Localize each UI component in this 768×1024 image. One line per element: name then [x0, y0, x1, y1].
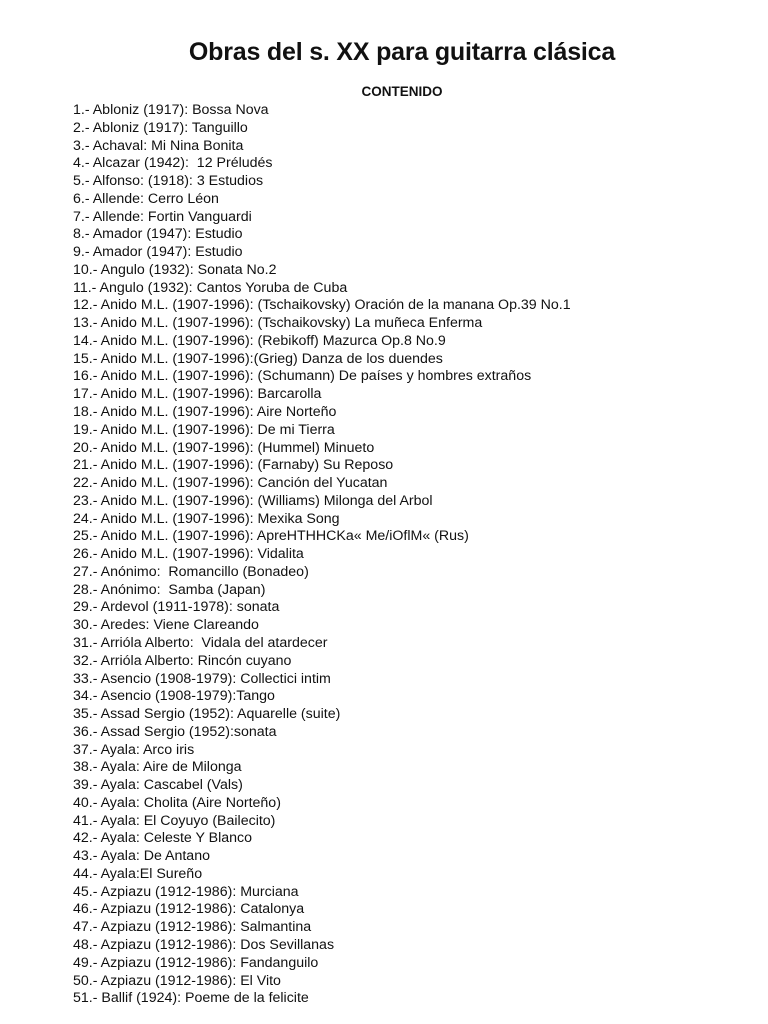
- contents-entry: 40.- Ayala: Cholita (Aire Norteño): [73, 794, 281, 811]
- contents-entry: 46.- Azpiazu (1912-1986): Catalonya: [73, 901, 305, 918]
- contents-entry: 26.- Anido M.L. (1907-1996): Vidalita: [73, 546, 304, 563]
- contents-entry: 41.- Ayala: El Coyuyo (Bailecito): [73, 812, 276, 829]
- contents-entry: 35.- Assad Sergio (1952): Aquarelle (suite): [73, 706, 341, 723]
- contents-entry: 20.- Anido M.L. (1907-1996): (Hummel) Minueto: [73, 439, 375, 456]
- contents-entry: 18.- Anido M.L. (1907-1996): Aire Norteño: [73, 404, 337, 421]
- contents-entry: 21.- Anido M.L. (1907-1996): (Farnaby) Su Reposo: [73, 457, 394, 474]
- contents-entry: 27.- Anónimo: Romancillo (Bonadeo): [73, 563, 309, 580]
- document-title: Obras del s. XX para guitarra clásica: [188, 38, 616, 66]
- contents-entry: 7.- Allende: Fortin Vanguardi: [73, 208, 252, 225]
- contents-entry: 48.- Azpiazu (1912-1986): Dos Sevillanas: [73, 936, 335, 953]
- contents-entry: 42.- Ayala: Celeste Y Blanco: [73, 830, 253, 847]
- contents-entry: 2.- Abloniz (1917): Tanguillo: [73, 119, 248, 136]
- contents-entry: 31.- Arrióla Alberto: Vidala del atardecer: [73, 634, 328, 651]
- contents-entry: 19.- Anido M.L. (1907-1996): De mi Tierra: [73, 421, 335, 438]
- contents-entry: 50.- Azpiazu (1912-1986): El Vito: [73, 972, 281, 989]
- contents-entry: 1.- Abloniz (1917): Bossa Nova: [73, 102, 269, 118]
- contents-entry: 5.- Alfonso: (1918): 3 Estudios: [73, 173, 264, 190]
- contents-entry: 8.- Amador (1947): Estudio: [73, 226, 243, 243]
- contents-entry: 22.- Anido M.L. (1907-1996): Canción del Yucatan: [73, 475, 388, 492]
- contents-entry: 9.- Amador (1947): Estudio: [73, 244, 243, 261]
- contents-entry: 4.- Alcazar (1942): 12 Préludés: [73, 155, 273, 172]
- contents-entry: 10.- Angulo (1932): Sonata No.2: [73, 261, 277, 278]
- contents-entry: 25.- Anido M.L. (1907-1996): ApreHTHHCKa« Me/iOflM« (Rus): [73, 528, 469, 545]
- contents-entry: 24.- Anido M.L. (1907-1996): Mexika Song: [73, 510, 340, 527]
- contents-entry: 14.- Anido M.L. (1907-1996): (Rebikoff) Mazurca Op.8 No.9: [73, 332, 446, 349]
- contents-entry: 49.- Azpiazu (1912-1986): Fandanguilo: [73, 954, 319, 971]
- contents-entry: 44.- Ayala:El Sureño: [73, 865, 203, 882]
- contents-entry: 37.- Ayala: Arco iris: [73, 741, 195, 758]
- contents-entry: 47.- Azpiazu (1912-1986): Salmantina: [73, 919, 312, 936]
- contents-entry: 3.- Achaval: Mi Nina Bonita: [73, 137, 244, 154]
- contents-entry: 45.- Azpiazu (1912-1986): Murciana: [73, 883, 299, 900]
- contents-entry: 12.- Anido M.L. (1907-1996): (Tschaikovsky) Oración de la manana Op.39 No.1: [73, 297, 571, 314]
- contents-entry: 34.- Asencio (1908-1979):Tango: [73, 688, 275, 705]
- contents-entry: 29.- Ardevol (1911-1978): sonata: [73, 599, 280, 616]
- contents-entry: 13.- Anido M.L. (1907-1996): (Tschaikovsky) La muñeca Enferma: [73, 315, 483, 332]
- contents-entry: 16.- Anido M.L. (1907-1996): (Schumann) De países y hombres extraños: [73, 368, 532, 385]
- contents-entry: 17.- Anido M.L. (1907-1996): Barcarolla: [73, 386, 322, 403]
- contents-entry: 23.- Anido M.L. (1907-1996): (Williams) Milonga del Arbol: [73, 492, 433, 509]
- contents-entry: 32.- Arrióla Alberto: Rincón cuyano: [73, 652, 292, 669]
- contents-entry: 30.- Aredes: Viene Clareando: [73, 617, 259, 634]
- contents-heading: CONTENIDO: [361, 84, 443, 99]
- contents-entry: 51.- Ballif (1924): Poeme de la felicite: [73, 990, 309, 1007]
- contents-entry: 38.- Ayala: Aire de Milonga: [73, 759, 242, 776]
- contents-entry: 11.- Angulo (1932): Cantos Yoruba de Cuba: [73, 279, 348, 296]
- contents-entry: 43.- Ayala: De Antano: [73, 848, 210, 865]
- contents-list: [73, 102, 763, 1008]
- contents-entry: 39.- Ayala: Cascabel (Vals): [73, 777, 243, 794]
- contents-entry: 28.- Anónimo: Samba (Japan): [73, 581, 266, 598]
- contents-entry: 33.- Asencio (1908-1979): Collectici intim: [73, 670, 331, 687]
- contents-entry: 6.- Allende: Cerro Léon: [73, 190, 219, 207]
- contents-entry: 36.- Assad Sergio (1952):sonata: [73, 723, 277, 740]
- contents-entry: 15.- Anido M.L. (1907-1996):(Grieg) Danza de los duendes: [73, 350, 443, 367]
